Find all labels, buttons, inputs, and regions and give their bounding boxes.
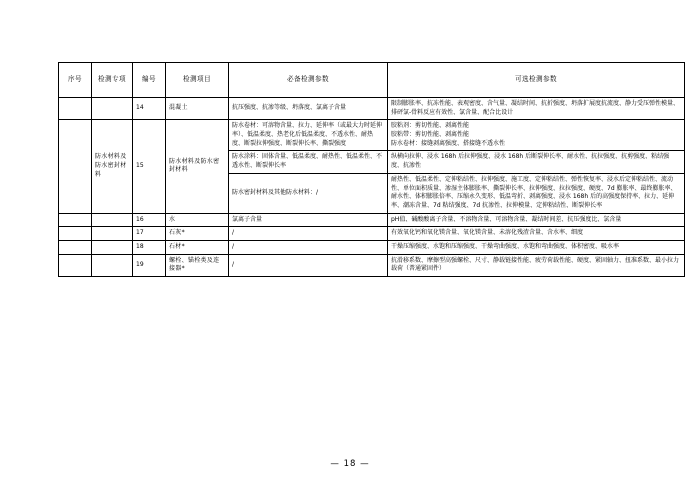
cell-seq bbox=[59, 240, 92, 254]
cell-no: 17 bbox=[133, 227, 166, 241]
cell-must-sealant: 防水密封材料及其他防水材料：/ bbox=[229, 173, 388, 213]
cell-no: 14 bbox=[133, 98, 166, 120]
table-row bbox=[59, 227, 685, 241]
page-number: — 18 — bbox=[330, 459, 370, 469]
cell-spec: 防水材料及防水密封材料 bbox=[92, 120, 133, 213]
cell-spec bbox=[92, 213, 133, 227]
cell-must: / bbox=[229, 227, 388, 241]
cell-must: 抗压强度、抗渗等级、坍落度、氯离子含量 bbox=[229, 98, 388, 120]
cell-must-membrane: 防水卷材：可溶物含量、拉力、延伸率（或最大力时延伸率）、低温柔度、热老化后低温柔度、不透水性、耐热度、断裂拉伸强度、断裂伸长率、撕裂强度 bbox=[229, 120, 388, 151]
cell-no: 16 bbox=[133, 213, 166, 227]
cell-opt: 限制膨胀率、抗冻性能、表观密度、含气量、凝结时间、抗折强度、坍落扩展度抗流度、静力受压弹性模量、排砰氯-骨料反应有效性、氯含量、配合比设计 bbox=[388, 98, 685, 120]
cell-seq bbox=[59, 120, 92, 213]
cell-spec bbox=[92, 254, 133, 276]
cell-no: 15 bbox=[133, 120, 166, 213]
cell-seq bbox=[59, 254, 92, 276]
column-header-no: 编号 bbox=[133, 63, 166, 98]
table-row bbox=[59, 254, 685, 276]
column-header-seq: 序号 bbox=[59, 63, 92, 98]
cell-must: / bbox=[229, 240, 388, 254]
cell-item: 水 bbox=[166, 213, 229, 227]
cell-must: / bbox=[229, 254, 388, 276]
opt-line-membrane: 防水卷材：接缝剥离强度、搭接缝不透水性 bbox=[391, 139, 506, 147]
table-row bbox=[59, 98, 685, 120]
column-header-item: 检测项目 bbox=[166, 63, 229, 98]
cell-opt: 干燥压缩强度、水饱和压缩强度、干燥弯曲强度、水饱和弯曲强度、体积密度、吸水率 bbox=[388, 240, 685, 254]
cell-item: 螺栓、锚栓类及连接器* bbox=[166, 254, 229, 276]
cell-opt-adhesive bbox=[388, 120, 685, 151]
cell-opt: 有效氧化钙和氧化镁含量、氧化镁含量、未溶化残渣含量、含水率、细度 bbox=[388, 227, 685, 241]
cell-opt-sealant: 耐热性、低温柔性、定伸粘结性、拉伸强度、施工度、定伸粘结性、弹性恢复率、浸水后定伸粘结性、流动性、单位面积质量、渗湿主体膨胀率、撕裂伸长率、拉伸强度、拉拉强度、硬度、7d 膨胀率、最终膨胀率、耐水性、体积膨胀倍率、压缩永久变形、低温弯折、剥离强度、浸水 168h 后的高强度保持率、拉力、延伸率、潮冻含量、7d 粘结强度、7d 抗渗性、拉伸模量、定伸粘结性、断裂伸长率 bbox=[388, 173, 685, 213]
table-body bbox=[59, 98, 685, 277]
table-row bbox=[59, 240, 685, 254]
cell-spec bbox=[92, 98, 133, 120]
cell-item: 混凝土 bbox=[166, 98, 229, 120]
opt-line-tape: 胶粘带：剪切性能、剥离性能 bbox=[391, 131, 470, 139]
cell-seq bbox=[59, 213, 92, 227]
cell-no: 18 bbox=[133, 240, 166, 254]
cell-opt: pH值、碱酸酸离子含量、不溶物含量、可溶物含量、凝结时间差、抗压强度比、氯含量 bbox=[388, 213, 685, 227]
column-header-opt: 可选检测参数 bbox=[388, 63, 685, 98]
cell-item: 防水材料及防水密封材料 bbox=[166, 120, 229, 213]
cell-must-coating: 防水涂料：固体含量、低温柔度、耐热性、低温柔性、不透水性、断裂伸长率 bbox=[229, 151, 388, 173]
table-header-row bbox=[59, 63, 685, 98]
cell-item: 石材* bbox=[166, 240, 229, 254]
cell-item: 石灰* bbox=[166, 227, 229, 241]
table-row bbox=[59, 120, 685, 151]
cell-must: 氯离子含量 bbox=[229, 213, 388, 227]
cell-seq bbox=[59, 98, 92, 120]
cell-opt: 抗滑移系数、摩擦型高强螺栓、尺寸、静载链接性能、疲劳荷载性能、硬度、紧固轴力、扭准系数、最小拉力载荷（普通紧固件） bbox=[388, 254, 685, 276]
cell-opt-coating: 纵横向拉伸、浸水 168h 后拉伸强度、浸水 168h 后断裂伸长率、耐水性、抗拉强度、抗剪强度、粘结强度、抗渗性 bbox=[388, 151, 685, 173]
table-header bbox=[59, 63, 685, 98]
opt-line-adhesive: 胶粘剂：剪切性能、剥离性能 bbox=[391, 122, 470, 130]
cell-no: 19 bbox=[133, 254, 166, 276]
column-header-spec: 检测专项 bbox=[92, 63, 133, 98]
column-header-must: 必备检测参数 bbox=[229, 63, 388, 98]
inspection-parameters-table bbox=[58, 62, 685, 277]
cell-spec bbox=[92, 240, 133, 254]
cell-spec bbox=[92, 227, 133, 241]
cell-seq bbox=[59, 227, 92, 241]
table-row bbox=[59, 213, 685, 227]
